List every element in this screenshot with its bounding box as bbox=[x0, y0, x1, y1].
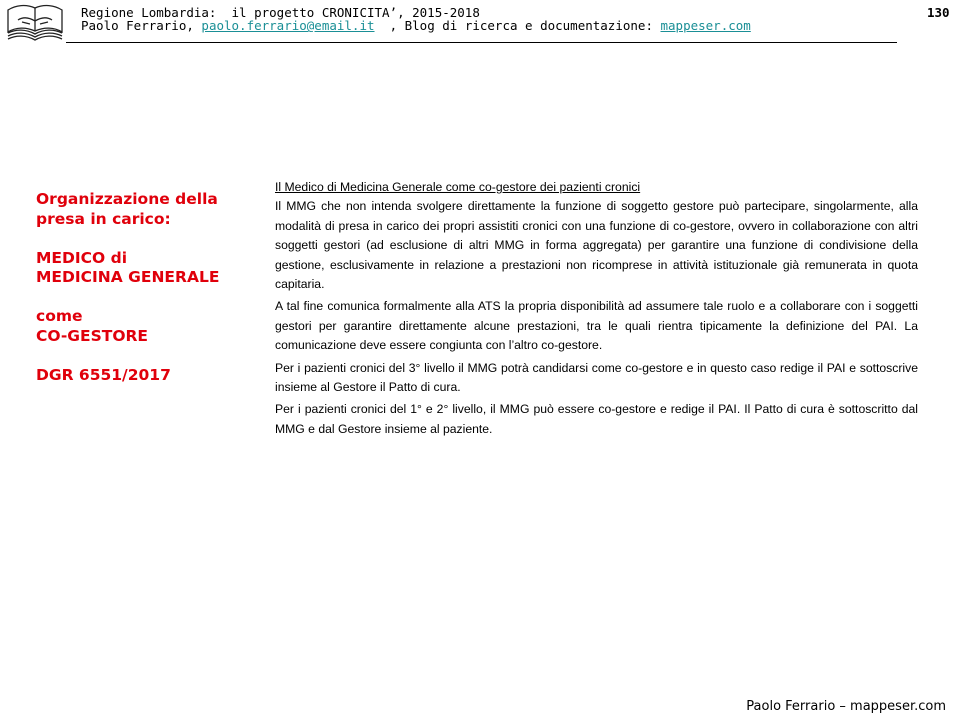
sidebar-line: Organizzazione della bbox=[36, 190, 218, 208]
section-title: Il Medico di Medicina Generale come co-gestore dei pazienti cronici bbox=[275, 180, 641, 194]
page-number: 130 bbox=[927, 5, 950, 20]
paragraph: A tal fine comunica formalmente alla ATS la propria disponibilità ad assumere tale ruolo e a collaborare con i soggetti gestori per garantire direttamente alcune prestazioni, tra le quali rientra tipicamente la definizione del PAI. La comunicazione deve essere congiunta con l’altro co-gestore. bbox=[275, 299, 918, 353]
header-divider bbox=[66, 42, 897, 43]
sidebar-line: CO-GESTORE bbox=[36, 326, 149, 345]
blog-link[interactable]: mappeser.com bbox=[660, 18, 751, 33]
email-link[interactable]: paolo.ferrario@email.it bbox=[201, 18, 375, 33]
header-author: Paolo Ferrario, bbox=[81, 18, 202, 33]
header-blog-label: , Blog di ricerca e documentazione: bbox=[374, 18, 661, 33]
footer-credit: Paolo Ferrario – mappeser.com bbox=[746, 699, 946, 714]
sidebar-line: come bbox=[36, 307, 83, 325]
sidebar-line: MEDICINA GENERALE bbox=[36, 268, 220, 286]
main-text bbox=[275, 178, 918, 442]
header-title: Regione Lombardia: il progetto CRONICITA’, 2015-2018 bbox=[81, 5, 480, 20]
paragraph: Per i pazienti cronici del 1° e 2° livello, il MMG può essere co-gestore e redige il PAI. Il Patto di cura è sottoscritto dal MMG e dal Gestore insieme al paziente. bbox=[275, 402, 918, 436]
sidebar-line: presa in carico: bbox=[36, 209, 171, 228]
paragraph: Per i pazienti cronici del 3° livello il MMG potrà candidarsi come co-gestore e in questo caso redige il PAI e sottoscrive insieme al Gestore il Patto di cura. bbox=[275, 360, 918, 395]
sidebar-line: MEDICO di bbox=[36, 248, 128, 267]
sidebar-line: DGR 6551/2017 bbox=[36, 365, 171, 384]
paragraph: Il MMG che non intenda svolgere direttamente la funzione di soggetto gestore può partecipare, singolarmente, alla modalità di presa in carico dei propri assistiti cronici con una funzione di co-gestore, ovvero in collaborazione con altri soggetti gestori (ad esclusione di altri MMG in forma aggregata) per garantire una funzione di condivisione della gestione, esclusivamente in relazione a prestazioni non ricomprese in attività istituzionale già remunerata in quota capitaria. bbox=[275, 199, 918, 292]
header-author-line bbox=[81, 18, 751, 33]
sidebar-heading bbox=[36, 190, 256, 385]
open-book-hands-icon bbox=[4, 2, 66, 44]
